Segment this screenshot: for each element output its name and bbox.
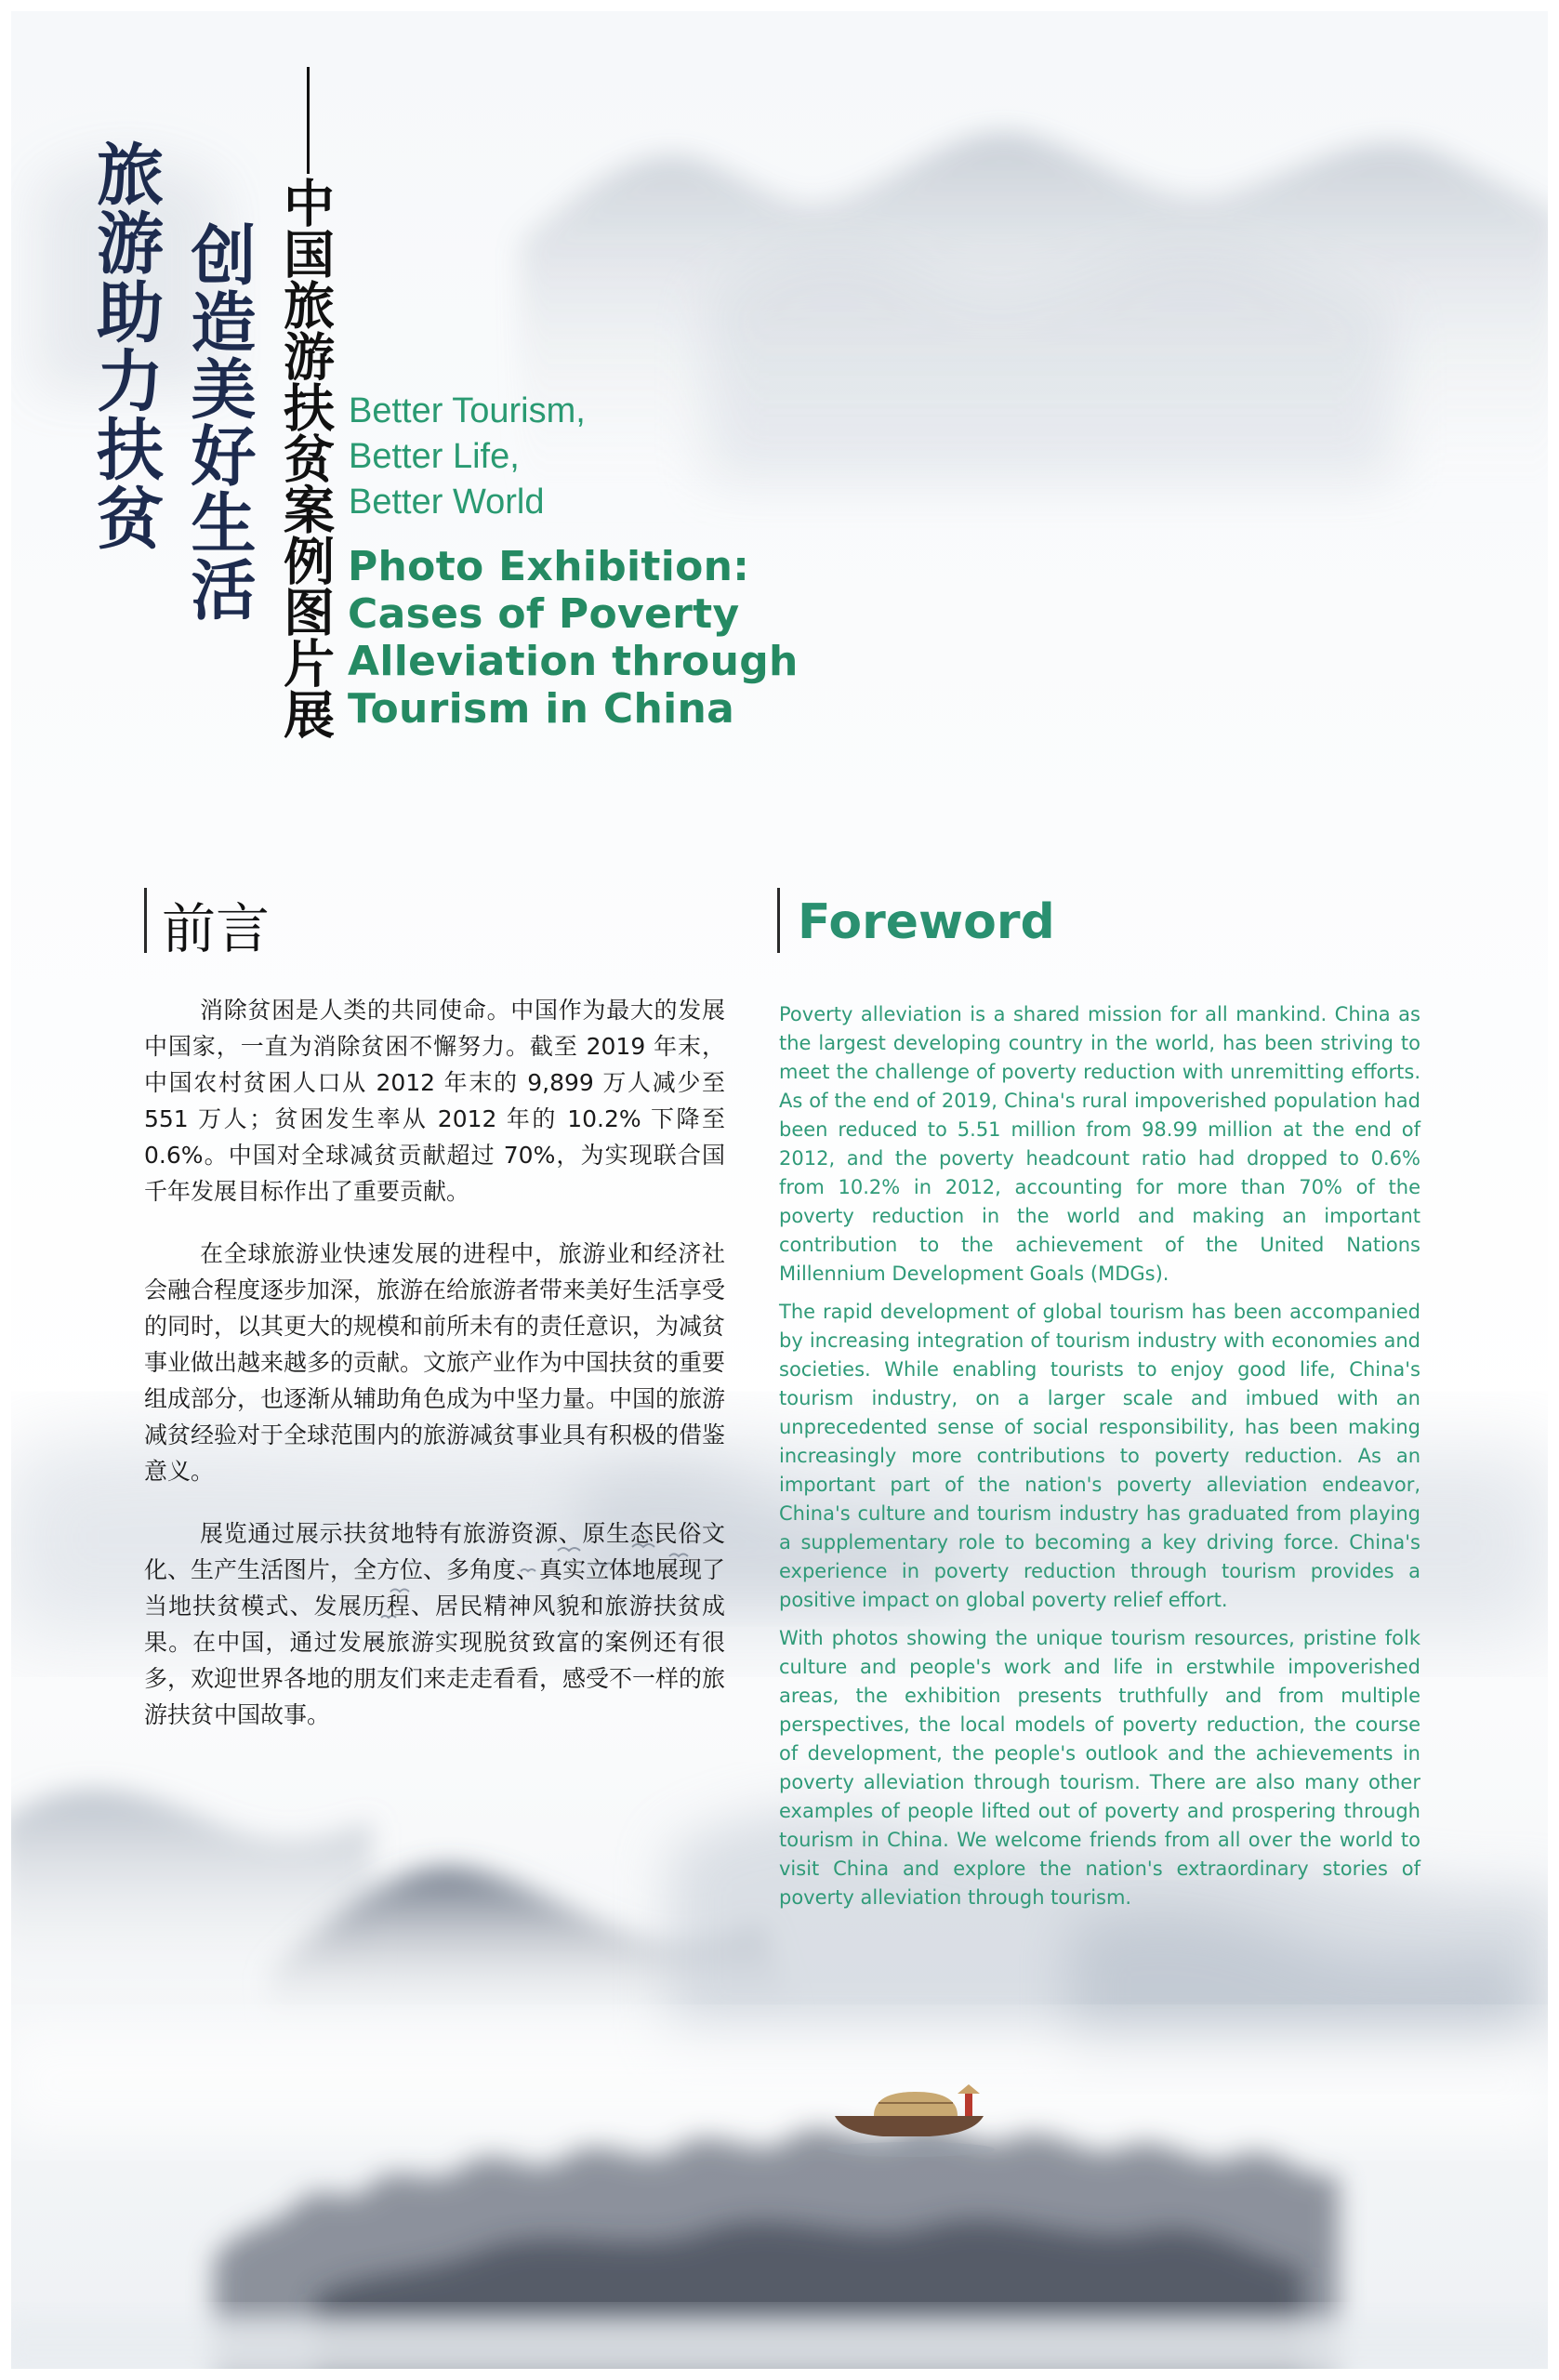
foreword-paragraph-cn: 在全球旅游业快速发展的进程中，旅游业和经济社会融合程度逐步加深，旅游在给旅游者带来美好生活享受的同时，以其更大的规模和前所未有的责任意识，为减贫事业做出越来越多的贡献。文旅产业作为中国扶贫的重要组成部分，也逐渐从辅助角色成为中坚力量。中国的旅游减贫经验对于全球范围内的旅游减贫事业具有积极的借鉴意义。 xyxy=(144,1240,726,1485)
heading-bar-cn xyxy=(144,888,147,953)
slogan-line: Better Life, xyxy=(349,437,520,476)
foreword-paragraph-en: Poverty alleviation is a shared mission for all mankind. China as the largest developing country in the world, has been striving to meet the challenge of poverty reduction with unremitting efforts. As of the end of 2019, China's rural impoverished population had been reduced to 5.51 million from 98.99 million at the end of 2012, and the poverty headcount ratio had dropped to 0.6% from 10.2% in 2012, accounting for more than 70% of the poverty reduction in the world and making an important contribution to the achievement of the United Nations Millennium Development Goals (MDGs). xyxy=(779,1003,1420,1285)
slogan-line: Better World xyxy=(349,483,545,522)
english-title-line: Cases of Poverty xyxy=(348,590,740,638)
top-mountains xyxy=(37,133,1559,521)
slogan-line: Better Tourism, xyxy=(349,391,586,430)
bottom-forest xyxy=(0,2127,1559,2380)
english-title-line: Alleviation through xyxy=(348,638,799,685)
foreword-heading-cn: 前言 xyxy=(162,897,271,960)
chinese-title: 中国旅游扶贫案例图片展 xyxy=(275,177,335,739)
title-rule xyxy=(307,67,310,174)
foreword-paragraph-en: The rapid development of global tourism has been accompanied by increasing integration of tourism industry with economies and societies. While enabling tourists to enjoy good life, China's tourism industry, on a larger scale and imbued with an unprecedented sense of social responsibility, has been making increasingly more contributions to poverty reduction. As an important part of the nation's poverty alleviation endeavor, China's culture and tourism industry has graduated from playing a supplementary role to becoming a key driving force. China's experience in poverty reduction through tourism provides a positive impact on global poverty relief effort. xyxy=(779,1301,1420,1611)
foreword-body-en xyxy=(779,1000,1420,1922)
foreword-heading-en: Foreword xyxy=(798,894,1055,950)
heading-bar-en xyxy=(777,888,780,953)
english-title-line: Photo Exhibition: xyxy=(348,543,750,590)
foreword-paragraph-cn: 消除贫困是人类的共同使命。中国作为最大的发展中国家，一直为消除贫困不懈努力。截至 2019 年末，中国农村贫困人口从 2012 年末的 9,899 万人减少至 551 万人；贫困发生率从 2012 年的 10.2% 下降至 0.6%。中国对全球减贫贡献超过 70%，为实现联合国千年发展目标作出了重要贡献。 xyxy=(144,997,725,1205)
english-title-line: Tourism in China xyxy=(348,685,735,733)
foreword-paragraph-cn: 展览通过展示扶贫地特有旅游资源、原生态民俗文化、生产生活图片，全方位、多角度、真实立体地展现了当地扶贫模式、发展历程、居民精神风貌和旅游扶贫成果。在中国，通过发展旅游实现脱贫致富的案例还有很多，欢迎世界各地的朋友们来走走看看，感受不一样的旅游扶贫中国故事。 xyxy=(144,1520,726,1728)
foreword-paragraph-en: With photos showing the unique tourism resources, pristine folk culture and people's work and life in erstwhile impoverished areas, the exhibition presents truthfully and from multiple perspectives, the local models of poverty reduction, the course of development, the people's outlook and the achievements in poverty alleviation through tourism. There are also many other examples of people lifted out of poverty and prospering through tourism in China. We welcome friends from all over the world to visit China and explore the nation's extraordinary stories of poverty alleviation through tourism. xyxy=(779,1627,1420,1909)
slogan xyxy=(349,389,586,525)
foreword-body-cn xyxy=(144,992,725,1759)
english-title xyxy=(348,543,799,733)
calligraphy-line-1: 旅游助力扶贫 xyxy=(86,139,165,552)
calligraphy-line-2: 创造美好生活 xyxy=(180,221,258,623)
